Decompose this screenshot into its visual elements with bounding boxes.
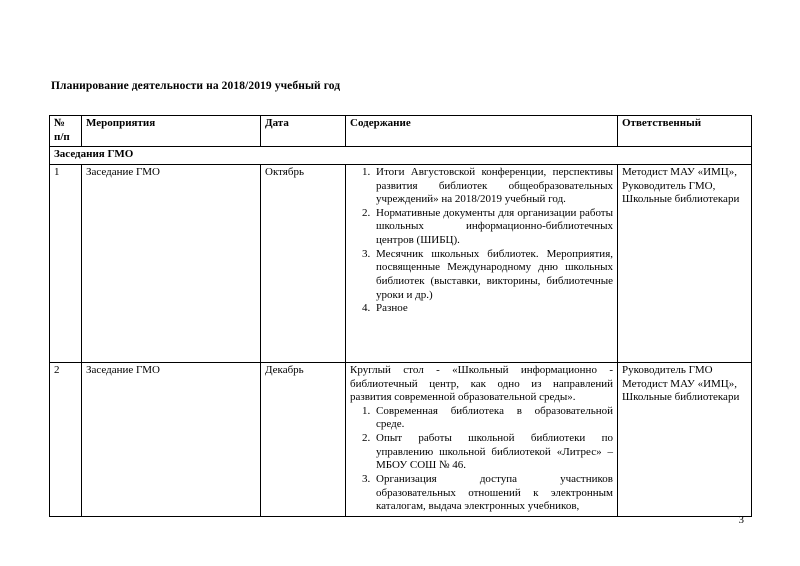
content-item: 1. Итоги Августовской конференции, перспективы развития библиотек общеобразовательных учреждений» на 2018/2019 учебный год. [373,166,613,207]
content-item: 2. Опыт работы школьной библиотеки по управлению школьной библиотекой «Литрес» – МБОУ СОШ № 46. [373,432,613,473]
responsible-line: Методист МАУ «ИМЦ», [622,377,738,390]
header-content: Содержание [346,116,618,147]
section-title: Заседания ГМО [50,147,752,165]
event-content [346,164,618,362]
document-title: Планирование деятельности на 2018/2019 учебный год [51,80,341,92]
planning-table [49,115,752,517]
event-date: Октябрь [261,164,346,362]
row-number: 1 [50,164,82,362]
content-item: 4. Разное [373,302,613,316]
responsible-cell [618,362,752,516]
section-row [50,147,752,165]
header-event: Мероприятия [82,116,261,147]
header-responsible: Ответственный [618,116,752,147]
content-list [350,166,613,316]
content-intro: Круглый стол - «Школьный информационно - библиотечный центр, как одно из направлений развития современной образовательной среды». [350,363,613,404]
responsible-line: Школьные библиотекари [622,391,740,404]
event-date: Декабрь [261,362,346,516]
event-name: Заседание ГМО [82,362,261,516]
row-number: 2 [50,362,82,516]
content-item: 1. Современная библиотека в образовательной среде. [373,405,613,432]
table-row [50,164,752,362]
table-row [50,362,752,516]
responsible-cell [618,164,752,362]
responsible-line: Руководитель ГМО, [622,179,716,192]
page-number: 3 [738,514,744,526]
content-item: 2. Нормативные документы для организации работы школьных информационно-библиотечных центров (ШИБЦ). [373,207,613,248]
table-header-row [50,116,752,147]
header-date: Дата [261,116,346,147]
responsible-line: Руководитель ГМО [622,363,713,376]
responsible-line: Методист МАУ «ИМЦ», [622,165,738,178]
content-list [350,405,613,514]
content-item: 3. Месячник школьных библиотек. Мероприятия, посвященные Международному дню школьных библиотек (выставки, викторины, библиотечные уроки и др.) [373,248,613,303]
responsible-line: Школьные библиотекари [622,193,740,206]
event-content [346,362,618,516]
event-name: Заседание ГМО [82,164,261,362]
content-item: 3. Организация доступа участников образовательных отношений к электронным каталогам, выдача электронных учебников, [373,473,613,514]
header-num: № п/п [50,116,82,147]
